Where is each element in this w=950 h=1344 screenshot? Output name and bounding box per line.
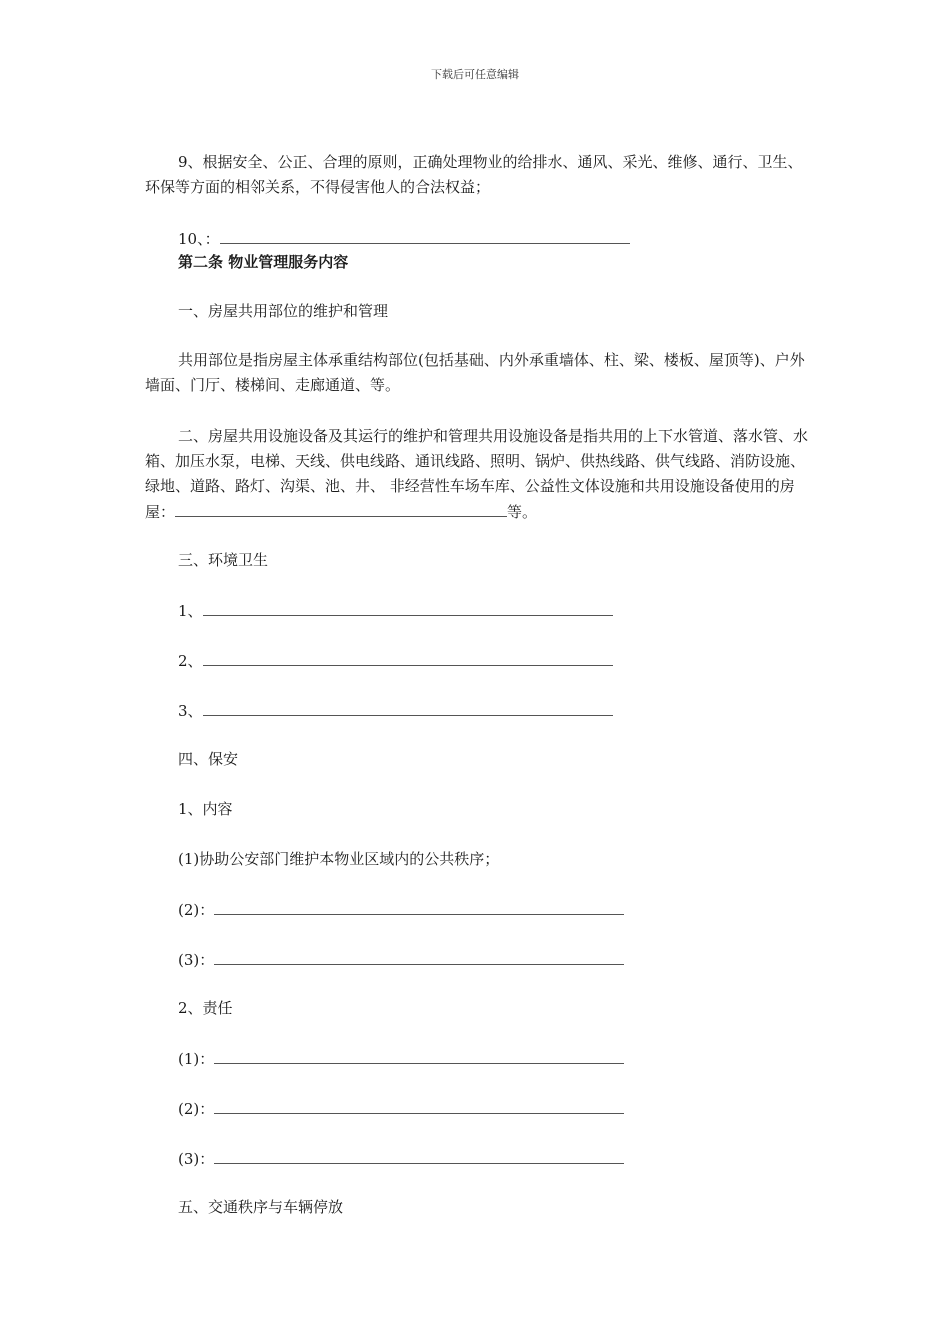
section-2-text: 二、房屋共用设施设备及其运行的维护和管理共用设施设备是指共用的上下水管道、落水管、水箱、加压水泵，电梯、天线、供电线路、通讯线路、照明、锅炉、供热线路、供气线路、消防设施、绿地、道路、路灯、沟渠、池、井、 非经营性车场车库、公益性文体设施和共用设施设备使用的房屋：: [145, 427, 809, 521]
section-4-1-item-3: [178, 947, 624, 973]
fill-blank: [203, 648, 613, 666]
section-4-1-item-1: (1)协助公安部门维护本物业区域内的公共秩序；: [178, 850, 500, 868]
section-4-2-title: 2、责任: [178, 999, 233, 1017]
section-4-2-item-2: [178, 1096, 624, 1122]
clause-9: 9、根据安全、公正、合理的原则，正确处理物业的给排水、通风、采光、维修、通行、卫生、环保等方面的相邻关系，不得侵害他人的合法权益；: [145, 153, 803, 196]
fill-blank: [220, 226, 630, 244]
fill-blank: [203, 598, 613, 616]
section-1-body: 共用部位是指房屋主体承重结构部位(包括基础、内外承重墙体、柱、梁、楼板、屋顶等)、户外墙面、门厅、楼梯间、走廊通道、等。: [145, 351, 805, 394]
section-4-1-title: 1、内容: [178, 800, 233, 818]
item-label: (2)：: [178, 901, 215, 919]
fill-blank: [203, 698, 613, 716]
item-label: 2、: [178, 652, 203, 670]
fill-blank: [214, 1096, 624, 1114]
fill-blank: [214, 897, 624, 915]
article-2-title: 第二条 物业管理服务内容: [178, 253, 349, 271]
section-3-item-2: [178, 648, 613, 674]
section-4-2-item-1: [178, 1046, 624, 1072]
section-3-item-3: [178, 698, 613, 724]
fill-blank: [214, 947, 624, 965]
fill-blank: [214, 1146, 624, 1164]
item-label: (2)：: [178, 1100, 215, 1118]
section-1-title: 一、房屋共用部位的维护和管理: [178, 302, 389, 320]
item-label: (1)：: [178, 1050, 215, 1068]
item-label: (3)：: [178, 951, 215, 969]
clause-10-label: 10、：: [178, 230, 220, 248]
section-4-2-item-3: [178, 1146, 624, 1172]
section-3-title: 三、环境卫生: [178, 551, 269, 569]
section-2-body: [145, 424, 817, 525]
section-4-title: 四、保安: [178, 750, 239, 768]
section-3-item-1: [178, 598, 613, 624]
page-header: 下载后可任意编辑: [431, 68, 519, 81]
fill-blank: [214, 1046, 624, 1064]
section-5-title: 五、交通秩序与车辆停放: [178, 1198, 344, 1216]
item-label: 1、: [178, 602, 203, 620]
clause-10: [178, 226, 630, 252]
section-2-suffix: 等。: [507, 503, 538, 521]
fill-blank: [175, 499, 507, 517]
item-label: (3)：: [178, 1150, 215, 1168]
section-4-1-item-2: [178, 897, 624, 923]
item-label: 3、: [178, 702, 203, 720]
